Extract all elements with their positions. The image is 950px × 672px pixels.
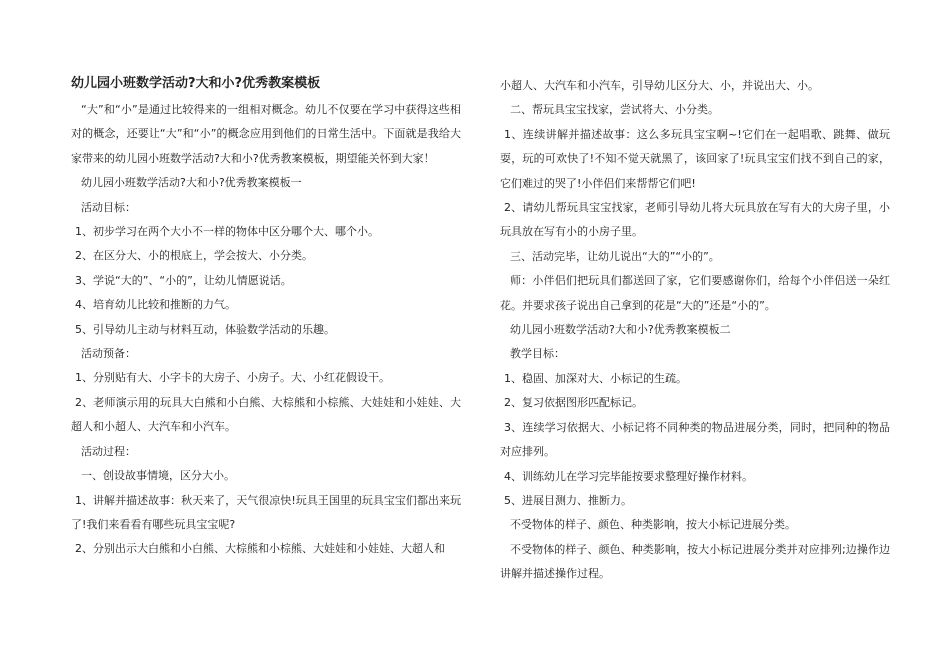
difficulty-paragraph: 不受物体的样子、颜色、种类影响，按大小标记进展分类并对应排列;边操作边讲解并描述操作过程。 <box>500 542 890 581</box>
left-column <box>71 74 461 562</box>
intro-paragraph: “大”和“小”是通过比较得来的一组相对概念。幼儿不仅要在学习中获得这些相对的概念，还要让“大”和“小”的概念应用到他们的日常生活中。下面就是我给大家带来的幼儿园小班数学活动?大和小?优秀教案模板，期望能关怀到大家！ <box>71 103 461 165</box>
document-title: 幼儿园小班数学活动?大和小?优秀教案模板 <box>71 76 321 91</box>
teaching-goal-item-5: 5、进展目测力、推断力。 <box>504 493 632 507</box>
key-point-paragraph: 不受物体的样子、颜色、种类影响，按大小标记进展分类。 <box>510 518 796 532</box>
activity-preparation-heading: 活动预备： <box>81 347 136 361</box>
preparation-item-2: 2、老师演示用的玩具大白熊和小白熊、大棕熊和小棕熊、大娃娃和小娃娃、大超人和小超人、大汽车和小汽车。 <box>71 395 461 434</box>
process-step-2-item-1: 1、连续讲解并描述故事：这么多玩具宝宝啊~!它们在一起唱歌、跳舞、做玩耍，玩的可欢快了!不知不觉天就黑了，该回家了!玩具宝宝们找不到自己的家，它们难过的哭了!小伴侣们来帮帮它们吧! <box>500 127 890 190</box>
process-step-3-heading: 三、活动完毕，让幼儿说出“大的”“小的”。 <box>510 249 720 263</box>
right-column <box>500 74 890 587</box>
process-step-1-item-2-continued: 小超人、大汽车和小汽车，引导幼儿区分大、小，并说出大、小。 <box>500 79 819 92</box>
teaching-goal-item-1: 1、稳固、加深对大、小标记的生疏。 <box>504 371 687 385</box>
goal-item-3: 3、学说“大的”、“小的”，让幼儿情愿说话。 <box>75 273 292 287</box>
goal-item-4: 4、培育幼儿比较和推断的力气。 <box>75 298 236 312</box>
teacher-speech-paragraph: 师：小伴侣们把玩具们都送回了家，它们要感谢你们，给每个小伴侣送一朵红花。并要求孩子说出自己拿到的花是“大的”还是“小的”。 <box>500 274 890 312</box>
goal-item-5: 5、引导幼儿主动与材料互动，体验数学活动的乐趣。 <box>75 322 335 336</box>
activity-process-heading: 活动过程： <box>81 444 136 458</box>
activity-goals-heading: 活动目标： <box>81 200 136 214</box>
process-step-1-heading: 一、创设故事情境，区分大小。 <box>81 469 235 483</box>
section-heading-template-two: 幼儿园小班数学活动?大和小?优秀教案模板二 <box>510 323 731 337</box>
goal-item-2: 2、在区分大、小的根底上，学会按大、小分类。 <box>75 249 313 263</box>
process-step-1-item-2: 2、分别出示大白熊和小白熊、大棕熊和小棕熊、大娃娃和小娃娃、大超人和 <box>75 542 445 556</box>
preparation-item-1: 1、分别贴有大、小字卡的大房子、小房子。大、小红花假设干。 <box>75 371 390 385</box>
process-step-2-heading: 二、帮玩具宝宝找家，尝试将大、小分类。 <box>510 103 719 117</box>
goal-item-1: 1、初步学习在两个大小不一样的物体中区分哪个大、哪个小。 <box>75 225 379 239</box>
teaching-goal-item-4: 4、训练幼儿在学习完毕能按要求整理好操作材料。 <box>504 469 753 483</box>
teaching-goals-heading: 教学目标： <box>510 347 565 361</box>
teaching-goal-item-3: 3、连续学习依据大、小标记将不同种类的物品进展分类，同时，把同种的物品对应排列。 <box>500 420 890 459</box>
section-heading-template-one: 幼儿园小班数学活动?大和小?优秀教案模板一 <box>81 176 302 190</box>
process-step-2-item-2: 2、请幼儿帮玩具宝宝找家，老师引导幼儿将大玩具放在写有大的大房子里，小玩具放在写有小的小房子里。 <box>500 201 890 239</box>
teaching-goal-item-2: 2、复习依据图形匹配标记。 <box>504 396 643 410</box>
process-step-1-item-1: 1、讲解并描述故事：秋天来了，天气很凉快!玩具王国里的玩具宝宝们都出来玩了!我们来看看有哪些玩具宝宝呢? <box>71 493 461 531</box>
